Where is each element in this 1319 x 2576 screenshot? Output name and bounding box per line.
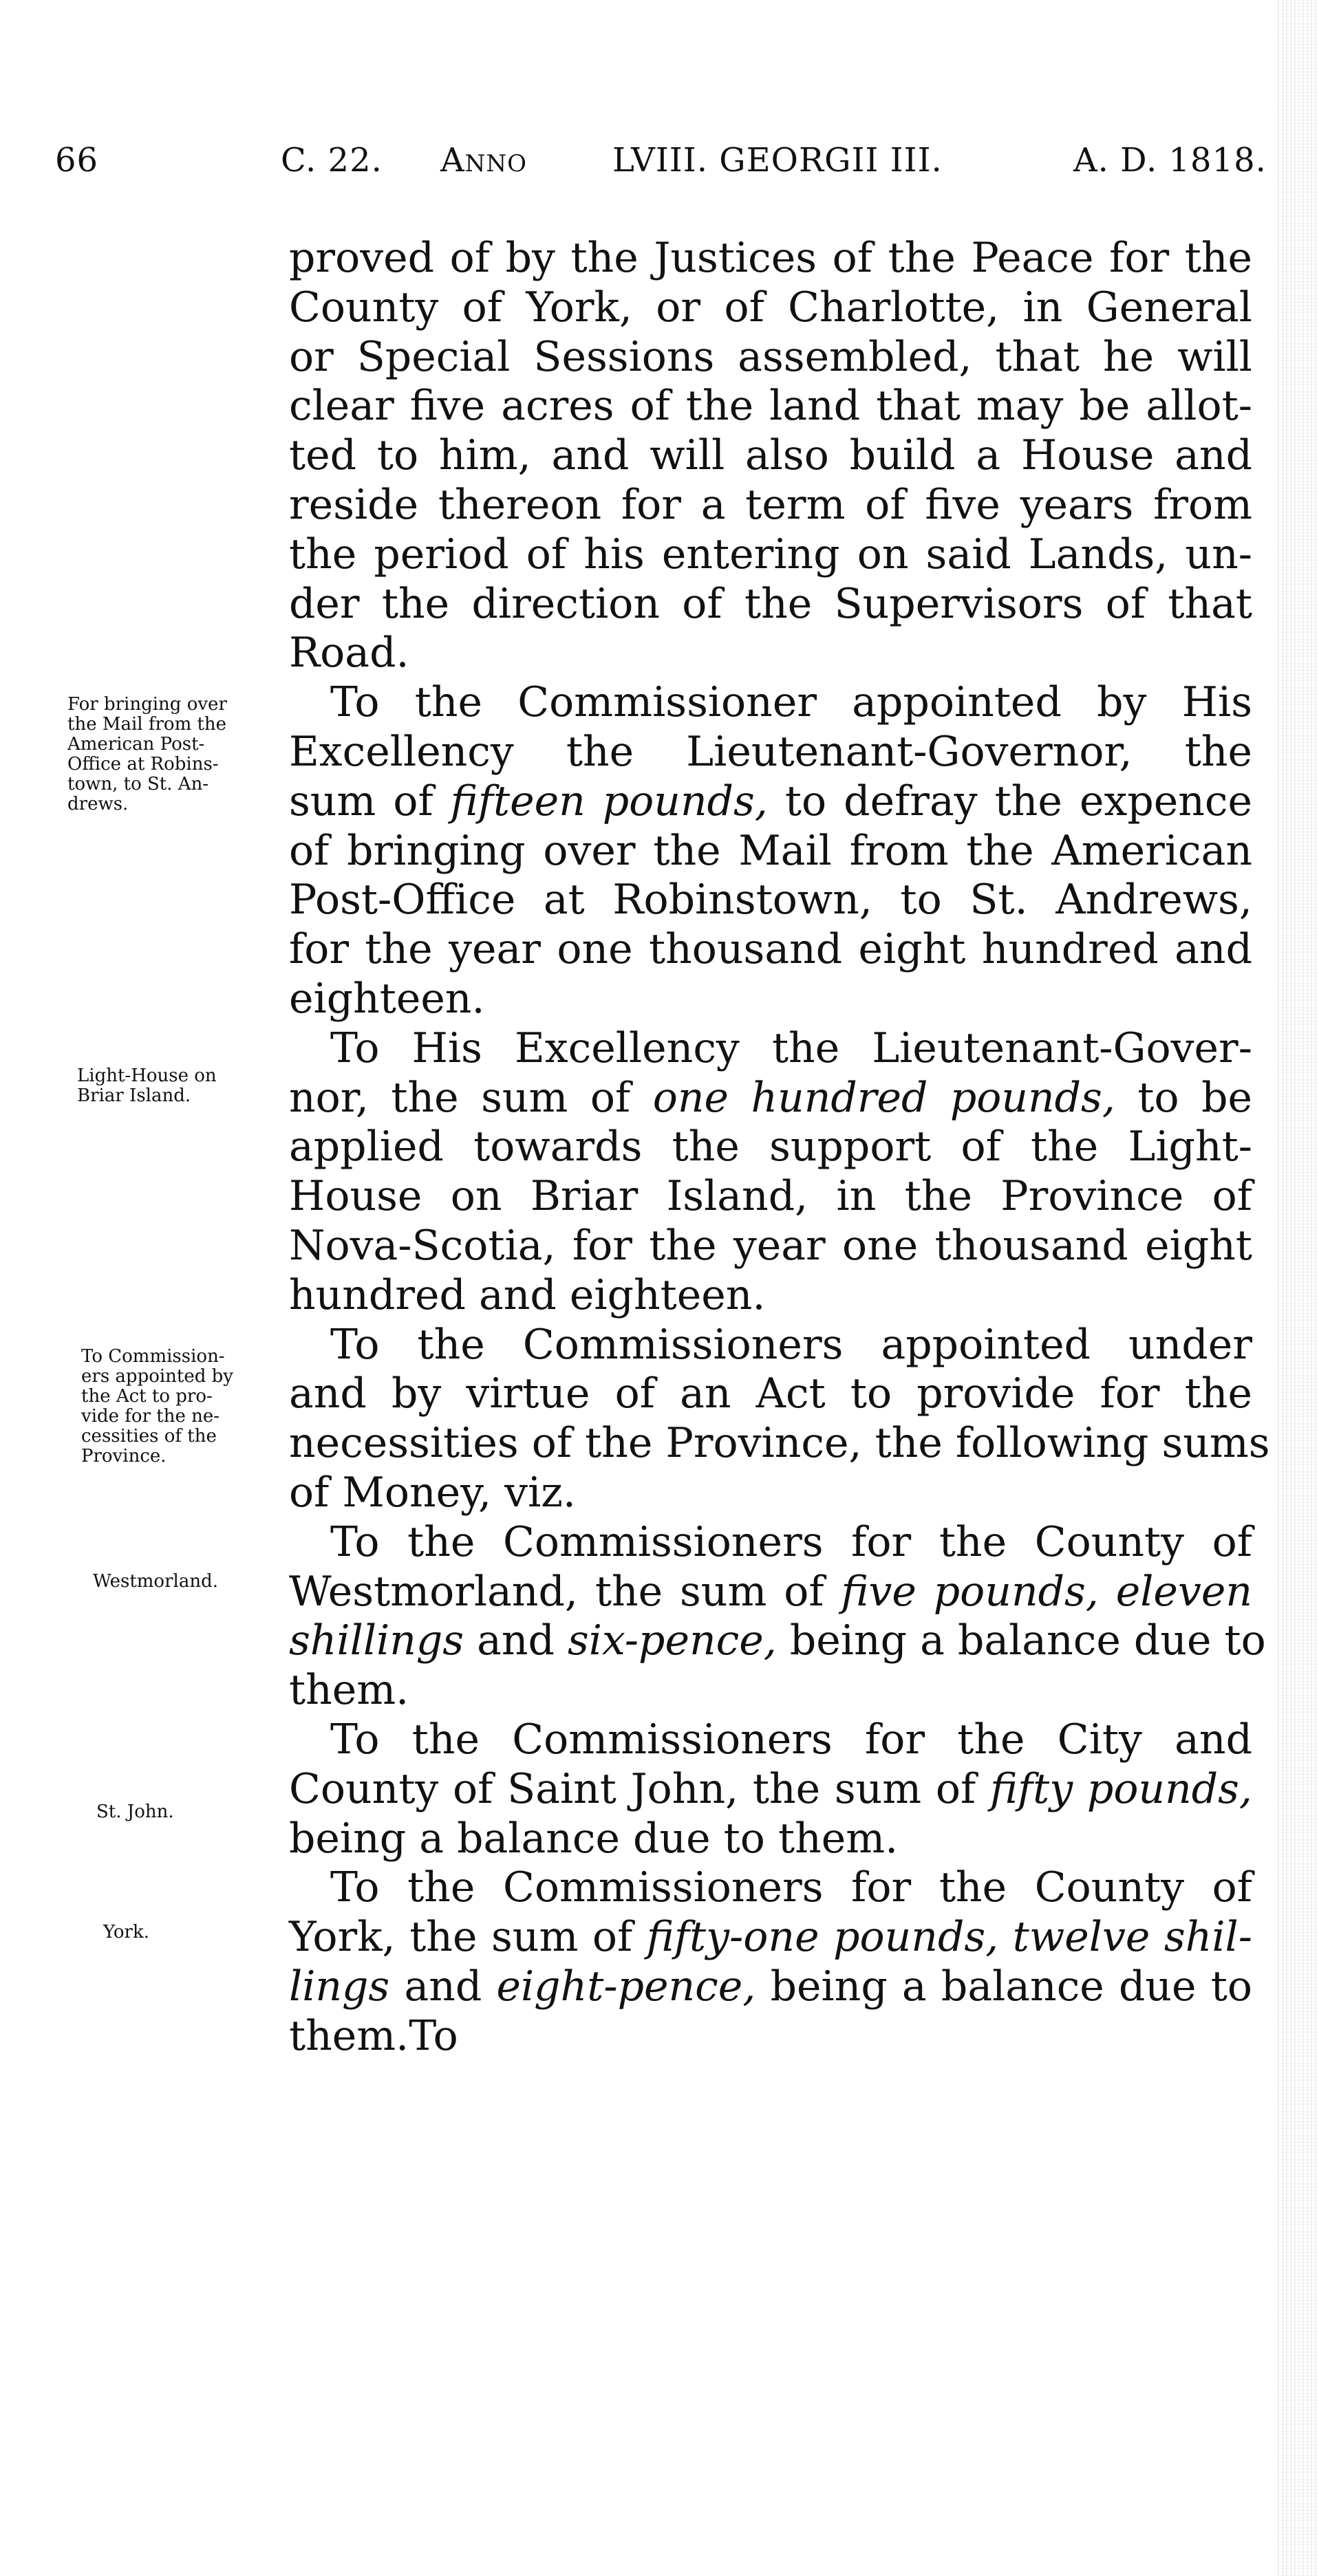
- text-line: Excellency the Lieutenant-Governor, the: [289, 727, 1252, 776]
- text-run: nor, the sum of: [289, 1073, 653, 1122]
- anno-label: Anno: [440, 141, 528, 180]
- calendar-year: A. D. 1818.: [1073, 141, 1267, 180]
- marginal-note-line: For bringing over: [67, 694, 227, 715]
- marginal-note-line: vide for the ne-: [81, 1406, 220, 1427]
- text-line: Road.: [289, 629, 409, 678]
- text-line: the period of his entering on said Lands, un-: [289, 530, 1252, 578]
- text-line: To His Excellency the Lieutenant-Gover-: [330, 1024, 1252, 1072]
- text-run: and: [389, 1962, 497, 2011]
- page-number: 66: [55, 141, 99, 180]
- text-line: [289, 777, 1252, 827]
- text-line: them.: [289, 1666, 409, 1715]
- text-line: of bringing over the Mail from the American: [289, 826, 1252, 875]
- text-line: clear five acres of the land that may be allot-: [289, 382, 1252, 431]
- text-line: being a balance due to them.: [289, 1814, 899, 1863]
- marginal-note-line: St. John.: [96, 1801, 174, 1822]
- marginal-note-line: the Act to pro-: [81, 1386, 213, 1407]
- body-text: [289, 234, 1270, 2061]
- text-line: necessities of the Province, the following sums: [289, 1419, 1270, 1468]
- marginal-note-line: Westmorland.: [93, 1571, 218, 1592]
- text-run: County of Saint John, the sum of: [289, 1764, 990, 1813]
- catchword: To: [409, 2011, 458, 2060]
- amount-text: fifty pounds,: [989, 1764, 1252, 1813]
- marginal-note-line: cessities of the: [81, 1426, 217, 1447]
- text-line: Post-Office at Robinstown, to St. Andrews,: [289, 876, 1252, 924]
- amount-text: six-pence,: [568, 1616, 777, 1665]
- marginal-note-line: York.: [103, 1922, 150, 1942]
- marginal-note-line: the Mail from the: [67, 714, 227, 735]
- text-line: [289, 1568, 1252, 1617]
- text-line: [289, 1913, 1252, 1962]
- marginal-note-line: Briar Island.: [77, 1085, 191, 1106]
- text-run: Westmorland, the sum of: [289, 1567, 841, 1616]
- marginal-note-line: Province.: [81, 1446, 167, 1466]
- text-run: to be: [1115, 1073, 1252, 1122]
- page-edge-shadow: [1278, 0, 1319, 2576]
- text-line: applied towards the support of the Light-: [289, 1123, 1252, 1171]
- text-run: sum of: [289, 777, 451, 825]
- text-run: York, the sum of: [289, 1913, 647, 1962]
- text-run: being a balance due to: [755, 1962, 1253, 2011]
- marginal-note-line: ers appointed by: [81, 1366, 233, 1387]
- text-line: der the direction of the Supervisors of that: [289, 579, 1252, 628]
- text-line: proved of by the Justices of the Peace for the: [289, 234, 1252, 282]
- text-line: eighteen.: [289, 974, 485, 1023]
- text-line: [289, 2012, 1252, 2061]
- text-line: [289, 1962, 1252, 2012]
- amount-text: shillings: [289, 1616, 464, 1665]
- text-line: To the Commissioners for the County of: [330, 1517, 1252, 1566]
- text-line: or Special Sessions assembled, that he will: [289, 332, 1252, 381]
- text-line: To the Commissioners appointed under: [330, 1320, 1252, 1369]
- text-line: ted to him, and will also build a House and: [289, 431, 1252, 480]
- text-line: and by virtue of an Act to provide for the: [289, 1370, 1252, 1418]
- chapter-number: C. 22.: [281, 141, 383, 180]
- text-line: County of York, or of Charlotte, in General: [289, 283, 1252, 332]
- text-line: hundred and eighteen.: [289, 1270, 766, 1319]
- amount-text: one hundred pounds,: [652, 1073, 1115, 1122]
- text-run: and: [464, 1616, 568, 1665]
- text-line: House on Briar Island, in the Province of: [289, 1172, 1252, 1221]
- amount-text: five pounds, eleven: [841, 1567, 1252, 1616]
- marginal-note-line: drews.: [67, 794, 129, 814]
- text-line: [289, 1765, 1252, 1815]
- marginal-note-commissioners: [81, 1347, 301, 1466]
- text-line: [289, 1074, 1252, 1123]
- text-line: reside thereon for a term of five years from: [289, 480, 1252, 529]
- amount-text: lings: [289, 1962, 390, 2011]
- marginal-note-line: Office at Robins-: [67, 754, 219, 775]
- marginal-note-mail: [67, 695, 288, 814]
- running-head: [55, 141, 1267, 189]
- regnal-year: LVIII. GEORGII III.: [612, 141, 943, 180]
- amount-text: fifty-one pounds, twelve shil-: [646, 1913, 1252, 1962]
- text-line: [289, 1616, 1266, 1666]
- marginal-note-line: town, to St. An-: [67, 774, 209, 794]
- amount-text: fifteen pounds,: [450, 777, 768, 825]
- amount-text: eight-pence,: [496, 1962, 756, 2011]
- marginal-note-st-john: [96, 1802, 317, 1822]
- marginal-note-westmorland: [93, 1572, 313, 1592]
- text-line: for the year one thousand eight hundred and: [289, 925, 1252, 974]
- marginal-note-line: To Commission-: [81, 1346, 225, 1367]
- text-line: To the Commissioners for the City and: [330, 1715, 1252, 1764]
- text-line: To the Commissioners for the County of: [330, 1863, 1252, 1912]
- marginal-note-lighthouse: [77, 1066, 297, 1106]
- text-run: being a balance due to: [776, 1616, 1266, 1665]
- text-run: to defray the expence: [767, 777, 1252, 825]
- marginal-note-line: American Post-: [67, 734, 205, 755]
- marginal-note-line: Light-House on: [77, 1065, 217, 1086]
- text-line: of Money, viz.: [289, 1468, 576, 1517]
- text-line: Nova-Scotia, for the year one thousand eight: [289, 1221, 1252, 1270]
- text-line: To the Commissioner appointed by His: [330, 678, 1252, 727]
- text-run: them.: [289, 2011, 409, 2060]
